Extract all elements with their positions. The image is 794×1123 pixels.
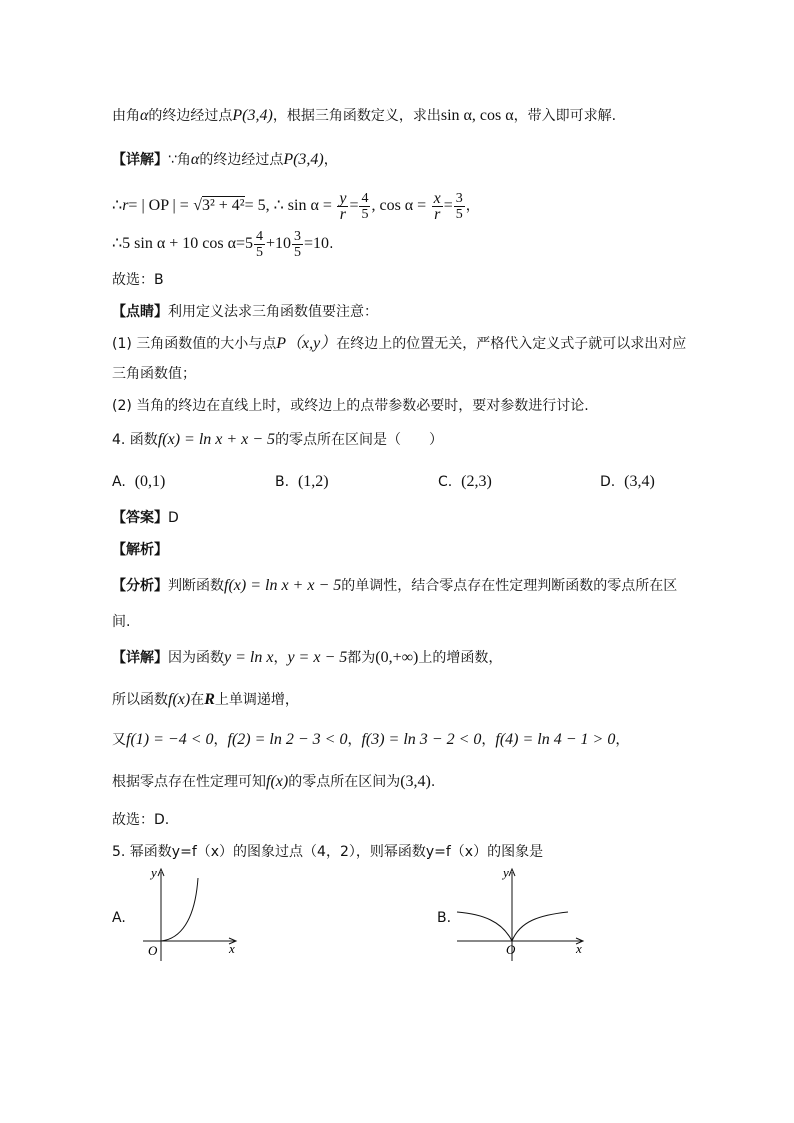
text: 又 bbox=[112, 732, 126, 748]
answer-line-q3 bbox=[112, 270, 164, 290]
math-plus: +10 bbox=[266, 235, 292, 252]
numerator: 4 bbox=[256, 228, 263, 244]
math-interval: (3,4) bbox=[400, 773, 431, 790]
text: 5. 幂函数y=f（x）的图象过点（4，2），则幂函数y=f（x）的图象是 bbox=[112, 844, 544, 860]
text: ， bbox=[347, 732, 362, 748]
option-label: B. bbox=[275, 474, 290, 490]
text: 上的增函数， bbox=[418, 650, 503, 666]
fraction-4-5 bbox=[359, 191, 370, 222]
math-result: =10 bbox=[304, 235, 330, 252]
analysis-heading bbox=[112, 540, 168, 560]
graph-a-label bbox=[112, 908, 126, 928]
text: 利用定义法求三角函数值要注意： bbox=[168, 304, 378, 320]
math-value: f(1) = −4 < 0 bbox=[126, 731, 214, 748]
text: ， bbox=[615, 732, 630, 748]
math-function: f(x) = ln x + x − 5 bbox=[224, 577, 342, 594]
math-function: f(x) bbox=[168, 691, 191, 708]
detail-line-3 bbox=[112, 226, 334, 262]
question-4-stem bbox=[112, 430, 443, 450]
text: 的终边经过点 bbox=[148, 108, 233, 124]
graph-b bbox=[452, 866, 592, 966]
option-value: (3,4) bbox=[624, 473, 655, 490]
text: 故选：B bbox=[112, 272, 164, 288]
analysis-tag: 【解析】 bbox=[112, 542, 168, 558]
option-value: (2,3) bbox=[461, 473, 492, 490]
sqrt-body: 3² + 4² bbox=[201, 197, 245, 214]
text: 间. bbox=[112, 614, 131, 630]
math-interval: (0,+∞) bbox=[375, 649, 419, 666]
text: 根据零点存在性定理可知 bbox=[112, 774, 266, 790]
comment-line bbox=[112, 302, 378, 322]
text: 判断函数 bbox=[168, 578, 224, 594]
curve bbox=[161, 878, 198, 941]
text: (1) 三角函数值的大小与点 bbox=[112, 336, 277, 352]
therefore: ∴ bbox=[112, 197, 123, 214]
comment-tag: 【点睛】 bbox=[112, 304, 168, 320]
graph-b-label bbox=[437, 908, 451, 928]
text: ， bbox=[323, 152, 338, 168]
math-value: f(4) = ln 4 − 1 > 0 bbox=[495, 731, 616, 748]
text: 的零点所在区间是（ ） bbox=[275, 432, 444, 448]
denominator: r bbox=[434, 205, 441, 223]
math-alpha: α bbox=[140, 107, 149, 124]
curve-left bbox=[457, 912, 512, 941]
option-a bbox=[112, 472, 165, 492]
answer-tag: 【答案】 bbox=[112, 510, 168, 526]
y-axis-label: y bbox=[151, 866, 157, 880]
text: 在终边上的位置无关，严格代入定义式子就可以求出对应 bbox=[336, 336, 687, 352]
detail-line-1 bbox=[112, 150, 338, 170]
option-label: A. bbox=[112, 474, 126, 490]
math-sin-cos: sin α, cos α bbox=[440, 107, 514, 124]
note-1-line-2 bbox=[112, 364, 196, 384]
math-op: = | OP | = bbox=[128, 197, 189, 214]
numerator: y bbox=[339, 189, 347, 207]
math-function: f(x) bbox=[266, 773, 289, 790]
analysis-line-2 bbox=[112, 576, 677, 596]
detail-line-7 bbox=[112, 772, 435, 792]
fraction-4-5 bbox=[254, 229, 265, 260]
option-label: D. bbox=[600, 474, 616, 490]
detail-line-6 bbox=[112, 730, 629, 750]
detail-tag: 【详解】 bbox=[112, 650, 168, 666]
numerator: 3 bbox=[294, 228, 302, 244]
denominator: 5 bbox=[256, 244, 263, 260]
text: 故选：D. bbox=[112, 812, 170, 828]
answer-line bbox=[112, 508, 179, 528]
detail-line-5 bbox=[112, 690, 299, 710]
note-2-line bbox=[112, 396, 589, 416]
note-1-line-1 bbox=[112, 334, 686, 354]
text: . bbox=[430, 774, 436, 790]
text: ， bbox=[465, 198, 480, 214]
option-label: A. bbox=[112, 910, 126, 926]
fraction-3-5 bbox=[292, 229, 303, 260]
text: 的单调性，结合零点存在性定理判断函数的零点所在区 bbox=[341, 578, 678, 594]
analysis-line-3 bbox=[112, 612, 130, 632]
fraction-x-r bbox=[432, 191, 443, 222]
origin-label: O bbox=[506, 942, 516, 957]
option-d bbox=[600, 472, 655, 492]
text: ，根据三角函数定义，求出 bbox=[272, 108, 441, 124]
text: 的终边经过点 bbox=[199, 152, 284, 168]
question-5-stem bbox=[112, 842, 543, 862]
math-alpha: α bbox=[190, 151, 200, 168]
math-value: f(3) = ln 3 − 2 < 0 bbox=[361, 731, 482, 748]
text: ， bbox=[481, 732, 496, 748]
math-cos: , cos α = bbox=[371, 197, 427, 214]
answer-line-q4 bbox=[112, 810, 169, 830]
analysis-line-1 bbox=[112, 106, 616, 126]
text: 在 bbox=[190, 692, 205, 708]
equals: = bbox=[443, 197, 453, 214]
fraction-y-r bbox=[337, 191, 348, 222]
text: ，带入即可求解. bbox=[513, 108, 617, 124]
origin-label: O bbox=[148, 943, 158, 958]
option-b bbox=[275, 472, 329, 492]
math-point: P(3,4) bbox=[232, 107, 273, 124]
text: ， bbox=[213, 732, 228, 748]
math-point: P(3,4) bbox=[283, 151, 324, 168]
option-label: C. bbox=[438, 474, 453, 490]
text: 所以函数 bbox=[112, 692, 168, 708]
text: (2) 当角的终边在直线上时，或终边上的点带参数必要时，要对参数进行讨论. bbox=[112, 398, 589, 414]
math-value: f(2) = ln 2 − 3 < 0 bbox=[227, 731, 348, 748]
denominator: 5 bbox=[294, 244, 302, 260]
equals: = bbox=[349, 197, 359, 214]
option-label: B. bbox=[437, 910, 452, 926]
option-value: (0,1) bbox=[134, 473, 166, 490]
text: 上单调递增， bbox=[214, 692, 299, 708]
detail-line-4 bbox=[112, 648, 502, 668]
option-value: (1,2) bbox=[297, 473, 329, 490]
denominator: 5 bbox=[455, 206, 463, 222]
option-c bbox=[438, 472, 492, 492]
text: ， bbox=[273, 650, 288, 666]
math-expression: ∴5 sin α + 10 cos α=5 bbox=[112, 235, 253, 252]
math-function: f(x) = ln x + x − 5 bbox=[157, 431, 276, 448]
denominator: 5 bbox=[361, 206, 369, 222]
detail-tag: 【详解】 bbox=[112, 152, 168, 168]
numerator: 3 bbox=[455, 190, 463, 206]
numerator: 4 bbox=[361, 190, 369, 206]
answer-value: D bbox=[168, 510, 179, 526]
math-set-r: R bbox=[204, 691, 215, 708]
numerator: x bbox=[433, 189, 441, 207]
analysis-tag: 【分析】 bbox=[112, 578, 168, 594]
text: 的零点所在区间为 bbox=[288, 774, 401, 790]
math-r: r bbox=[122, 197, 129, 214]
text: 由角 bbox=[112, 108, 140, 124]
text: 都为 bbox=[347, 650, 376, 666]
graph-a bbox=[140, 866, 250, 966]
denominator: r bbox=[339, 205, 346, 223]
text: . bbox=[329, 236, 334, 252]
y-axis-label: y bbox=[503, 866, 509, 880]
math-function: y = x − 5 bbox=[287, 649, 348, 666]
text: 4. 函数 bbox=[112, 432, 158, 448]
text: 因为函数 bbox=[168, 650, 224, 666]
fraction-3-5 bbox=[454, 191, 465, 222]
text: 三角函数值； bbox=[112, 366, 196, 382]
x-axis-label: x bbox=[229, 941, 235, 956]
sqrt-expression: √3² + 4² bbox=[193, 197, 245, 214]
math-sin: = 5, ∴ sin α = bbox=[244, 197, 332, 214]
detail-line-2 bbox=[112, 188, 480, 224]
text: ∵角 bbox=[168, 152, 191, 168]
x-axis-label: x bbox=[576, 941, 582, 956]
curve-right bbox=[512, 912, 568, 941]
math-function: y = ln x bbox=[224, 649, 274, 666]
math-point: P（x,y） bbox=[276, 335, 337, 352]
